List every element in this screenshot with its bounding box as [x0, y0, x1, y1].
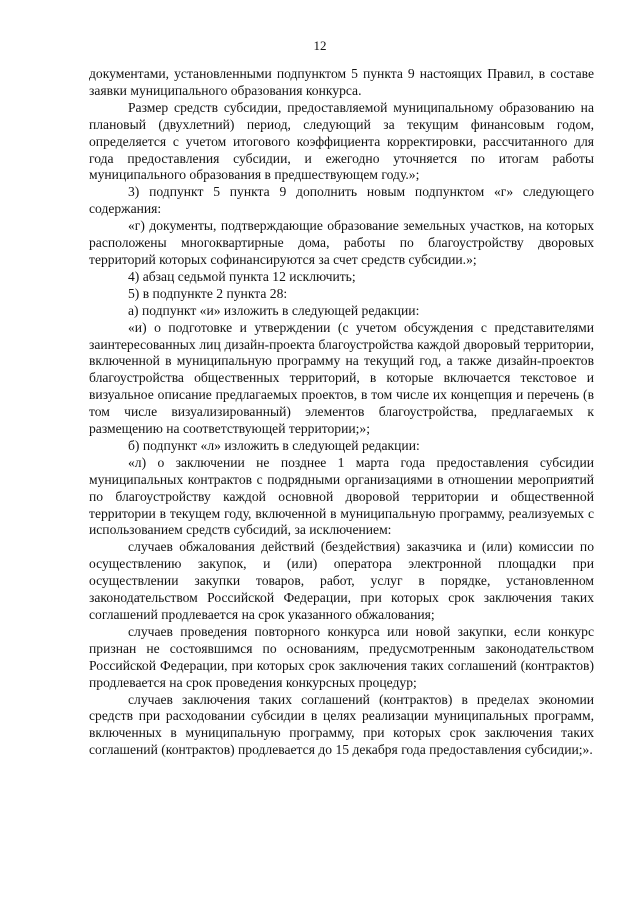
paragraph-exception-repeat-tender: случаев проведения повторного конкурса или новой закупки, если конкурс признан не состоявшимся по основаниям, предусмотренным законодательством Российской Федерации, при которых срок заключения таких соглашений (контрактов) продлевается на срок проведения конкурсных процедур;	[89, 623, 594, 690]
paragraph-subitem-l: «л) о заключении не позднее 1 марта года предоставления субсидии муниципальных контрактов с подрядными организациями в отношении мероприятий по благоустройству каждой основной дворовой территории и общественной территории в текущем году, включенной в муниципальную программу, реализуемых с использованием средств субсидий, за исключением:	[89, 454, 594, 538]
paragraph-continuation: документами, установленными подпунктом 5 пункта 9 настоящих Правил, в составе заявки муниципального образования конкурса.	[89, 66, 594, 98]
paragraph-exception-savings: случаев заключения таких соглашений (контрактов) в пределах экономии средств при расходовании субсидии в целях реализации муниципальных программ, включенных в муниципальную программу, при которых срок заключения таких соглашений (контрактов) продлевается до 15 декабря года предоставления субсидии;».	[89, 691, 594, 758]
paragraph-exception-appeal: случаев обжалования действий (бездействия) заказчика и (или) комиссии по осуществлению закупок, и (или) оператора электронной площадки при осуществлении закупки товаров, работ, услуг в порядке, установленном законодательством Российской Федерации, при которых срок заключения таких соглашений продлевается на срок указанного обжалования;	[89, 539, 594, 622]
paragraph-subitem-i: «и) о подготовке и утверждении (с учетом обсуждения с представителями заинтересованных лиц дизайн-проекта благоустройства каждой дворовый территории, включенной в муниципальную программу на текущий год, а также дизайн-проектов благоустройства общественных территорий, в которые включается текстовое и визуальное описание предлагаемых проектов, в том числе их концепция и перечень (в том числе визуализированный) элементов благоустройства, предлагаемых к размещению на соответствующей территории;»;	[89, 319, 594, 437]
paragraph-subitem-g: «г) документы, подтверждающие образование земельных участков, на которых расположены многоквартирные дома, работы по благоустройству дворовых территорий которых софинансируются за счет средств субсидии.»;	[89, 218, 594, 267]
document-body	[89, 66, 594, 759]
paragraph-item-5a: а) подпункт «и» изложить в следующей редакции:	[128, 302, 420, 318]
paragraph-item-3: 3) подпункт 5 пункта 9 дополнить новым подпунктом «г» следующего содержания:	[89, 184, 594, 217]
paragraph-item-5b: б) подпункт «л» изложить в следующей редакции:	[128, 437, 420, 453]
page-number: 12	[313, 38, 327, 53]
paragraph-item-5: 5) в подпункте 2 пункта 28:	[128, 285, 288, 301]
paragraph-subsidy-amount: Размер средств субсидии, предоставляемой муниципальному образованию на плановый (двухлетний) период, следующий за текущим финансовым годом, определяется с учетом итогового коэффициента корректировки, рассчитанного для года предоставления субсидии, и ежегодно уточняется по итогам работы муниципального образования в предшествующем году.»;	[89, 99, 594, 183]
paragraph-item-4: 4) абзац седьмой пункта 12 исключить;	[128, 268, 356, 284]
